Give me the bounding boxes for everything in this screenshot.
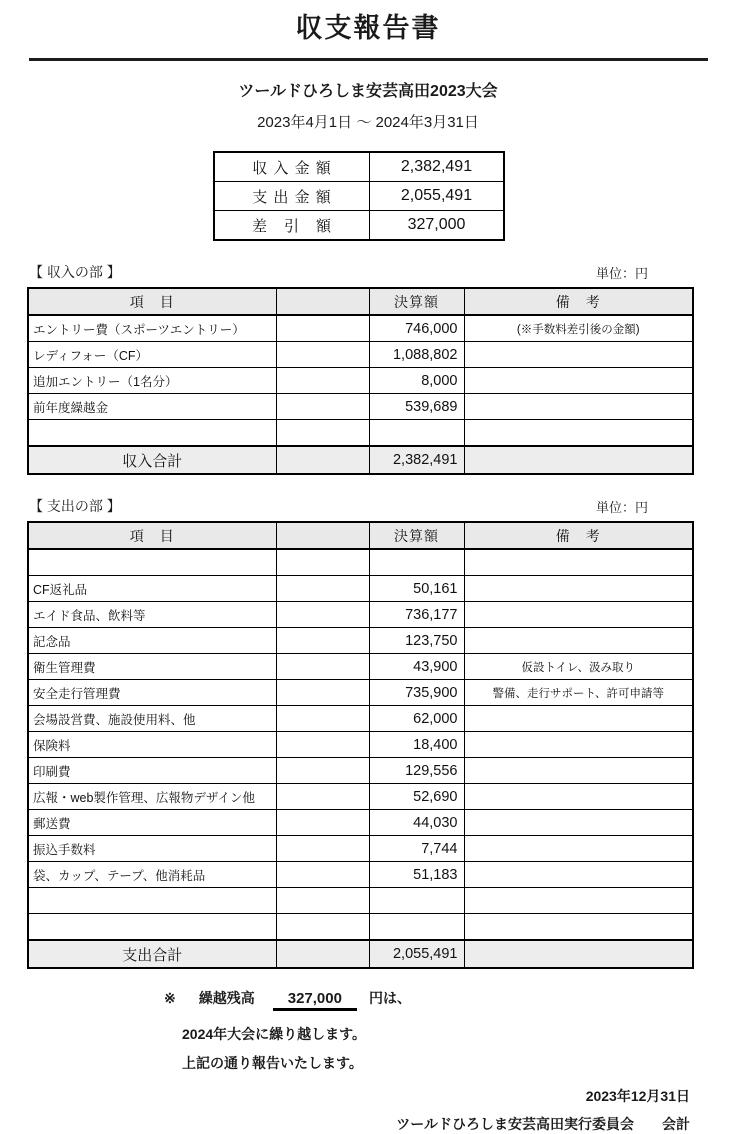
table-row — [28, 732, 693, 758]
blank-cell — [276, 446, 369, 474]
note-cell — [464, 602, 693, 628]
blank-cell — [276, 342, 369, 368]
expense-table — [27, 521, 694, 969]
table-row — [28, 576, 693, 602]
note-cell — [464, 810, 693, 836]
note-cell — [464, 549, 693, 576]
column-header-item: 項 目 — [28, 288, 276, 315]
item-cell: 印刷費 — [28, 758, 276, 784]
amount-cell: 43,900 — [369, 654, 464, 680]
expense-total-row — [28, 940, 693, 968]
carryover-note — [164, 988, 736, 1011]
summary-row-income — [214, 152, 504, 182]
blank-cell — [276, 654, 369, 680]
item-cell: 郵送費 — [28, 810, 276, 836]
item-cell — [28, 420, 276, 447]
blank-cell — [276, 862, 369, 888]
expense-section-label: 【 支出の部 】 — [29, 498, 121, 514]
table-row — [28, 628, 693, 654]
amount-cell: 62,000 — [369, 706, 464, 732]
report-date: 2023年12月31日 — [585, 1088, 690, 1104]
note-cell — [464, 342, 693, 368]
item-cell: 追加エントリー（1名分） — [28, 368, 276, 394]
amount-cell: 50,161 — [369, 576, 464, 602]
table-row — [28, 315, 693, 342]
income-header-row — [28, 288, 693, 315]
blank-cell — [276, 940, 369, 968]
table-row — [28, 784, 693, 810]
blank-cell — [276, 706, 369, 732]
note-cell — [464, 836, 693, 862]
column-header-blank — [276, 522, 369, 549]
summary-value: 327,000 — [370, 211, 505, 241]
blank-cell — [276, 836, 369, 862]
blank-cell — [276, 549, 369, 576]
column-header-note: 備 考 — [464, 288, 693, 315]
summary-value: 2,055,491 — [370, 182, 505, 211]
note-cell — [464, 862, 693, 888]
table-row — [28, 914, 693, 941]
amount-cell: 44,030 — [369, 810, 464, 836]
unit-label: 単位：円 — [595, 266, 648, 281]
amount-cell — [369, 549, 464, 576]
total-amount-cell: 2,055,491 — [369, 940, 464, 968]
note-cell — [464, 940, 693, 968]
summary-label: 収 入 金 額 — [214, 152, 370, 182]
title-divider — [29, 58, 708, 61]
item-cell: 記念品 — [28, 628, 276, 654]
income-total-row — [28, 446, 693, 474]
carryover-line2: 2024年大会に繰り越します。 — [182, 1026, 367, 1042]
report-period: 2023年4月1日 ～ 2024年3月31日 — [257, 114, 479, 131]
amount-cell: 736,177 — [369, 602, 464, 628]
item-cell — [28, 549, 276, 576]
amount-cell: 539,689 — [369, 394, 464, 420]
note-cell — [464, 758, 693, 784]
column-header-amount: 決算額 — [369, 522, 464, 549]
page-title: 収支報告書 — [295, 13, 441, 43]
table-row — [28, 680, 693, 706]
note-cell — [464, 784, 693, 810]
summary-table — [213, 151, 505, 241]
blank-cell — [276, 394, 369, 420]
amount-cell: 735,900 — [369, 680, 464, 706]
note-cell — [464, 706, 693, 732]
item-cell: 袋、カップ、テープ、他消耗品 — [28, 862, 276, 888]
note-cell — [464, 576, 693, 602]
item-cell: エントリー費（スポーツエントリー） — [28, 315, 276, 342]
item-cell: CF返礼品 — [28, 576, 276, 602]
blank-cell — [276, 628, 369, 654]
amount-cell: 8,000 — [369, 368, 464, 394]
item-cell: 安全走行管理費 — [28, 680, 276, 706]
table-row — [28, 810, 693, 836]
income-section-label: 【 収入の部 】 — [29, 264, 121, 280]
note-cell — [464, 732, 693, 758]
item-cell: 会場設営費、施設使用料、他 — [28, 706, 276, 732]
blank-cell — [276, 368, 369, 394]
income-section-header — [29, 262, 692, 282]
table-row — [28, 549, 693, 576]
table-row — [28, 602, 693, 628]
carryover-label: 繰越残高 — [198, 990, 255, 1006]
summary-row-expense — [214, 182, 504, 211]
table-row — [28, 420, 693, 447]
note-cell — [464, 914, 693, 941]
summary-label: 差 引 額 — [214, 211, 370, 241]
table-row — [28, 862, 693, 888]
expense-section-header — [29, 496, 692, 516]
blank-cell — [276, 576, 369, 602]
event-name: ツールドひろしま安芸高田2023大会 — [238, 83, 498, 100]
amount-cell: 7,744 — [369, 836, 464, 862]
amount-cell: 129,556 — [369, 758, 464, 784]
note-cell: (※手数料差引後の金額) — [464, 315, 693, 342]
blank-cell — [276, 680, 369, 706]
item-cell: 振込手数料 — [28, 836, 276, 862]
table-row — [28, 368, 693, 394]
note-cell — [464, 628, 693, 654]
blank-cell — [276, 602, 369, 628]
item-cell: 保険料 — [28, 732, 276, 758]
amount-cell: 52,690 — [369, 784, 464, 810]
blank-cell — [276, 758, 369, 784]
blank-cell — [276, 315, 369, 342]
blank-cell — [276, 732, 369, 758]
table-row — [28, 888, 693, 914]
amount-cell: 51,183 — [369, 862, 464, 888]
total-amount-cell: 2,382,491 — [369, 446, 464, 474]
blank-cell — [276, 784, 369, 810]
blank-cell — [276, 420, 369, 447]
total-label-cell: 支出合計 — [28, 940, 276, 968]
note-marker: ※ — [164, 990, 176, 1006]
item-cell: レディフォー（CF） — [28, 342, 276, 368]
item-cell — [28, 914, 276, 941]
note-cell — [464, 446, 693, 474]
table-row — [28, 342, 693, 368]
column-header-item: 項 目 — [28, 522, 276, 549]
amount-cell — [369, 914, 464, 941]
amount-cell: 123,750 — [369, 628, 464, 654]
table-row — [28, 654, 693, 680]
note-cell: 警備、走行サポート、許可申請等 — [464, 680, 693, 706]
amount-cell: 1,088,802 — [369, 342, 464, 368]
total-label-cell: 収入合計 — [28, 446, 276, 474]
note-cell — [464, 420, 693, 447]
note-cell: 仮設トイレ、汲み取り — [464, 654, 693, 680]
table-row — [28, 758, 693, 784]
income-table — [27, 287, 694, 475]
note-cell — [464, 368, 693, 394]
amount-cell: 18,400 — [369, 732, 464, 758]
table-row — [28, 706, 693, 732]
carryover-line3: 上記の通り報告いたします。 — [182, 1055, 363, 1071]
note-cell — [464, 394, 693, 420]
amount-cell: 746,000 — [369, 315, 464, 342]
expense-header-row — [28, 522, 693, 549]
blank-cell — [276, 810, 369, 836]
summary-value: 2,382,491 — [370, 152, 505, 182]
summary-label: 支 出 金 額 — [214, 182, 370, 211]
item-cell — [28, 888, 276, 914]
table-row — [28, 836, 693, 862]
column-header-note: 備 考 — [464, 522, 693, 549]
amount-cell — [369, 420, 464, 447]
item-cell: 前年度繰越金 — [28, 394, 276, 420]
item-cell: 広報・web製作管理、広報物デザイン他 — [28, 784, 276, 810]
item-cell: 衛生管理費 — [28, 654, 276, 680]
note-cell — [464, 888, 693, 914]
blank-cell — [276, 914, 369, 941]
carryover-amount: 327,000 — [273, 990, 357, 1011]
signature: ツールドひろしま安芸高田実行委員会 会計 — [396, 1116, 690, 1132]
amount-cell — [369, 888, 464, 914]
column-header-blank — [276, 288, 369, 315]
item-cell: エイド食品、飲料等 — [28, 602, 276, 628]
table-row — [28, 394, 693, 420]
unit-label: 単位：円 — [595, 500, 648, 515]
blank-cell — [276, 888, 369, 914]
column-header-amount: 決算額 — [369, 288, 464, 315]
summary-row-balance — [214, 211, 504, 241]
carryover-suffix: 円は、 — [368, 990, 411, 1006]
